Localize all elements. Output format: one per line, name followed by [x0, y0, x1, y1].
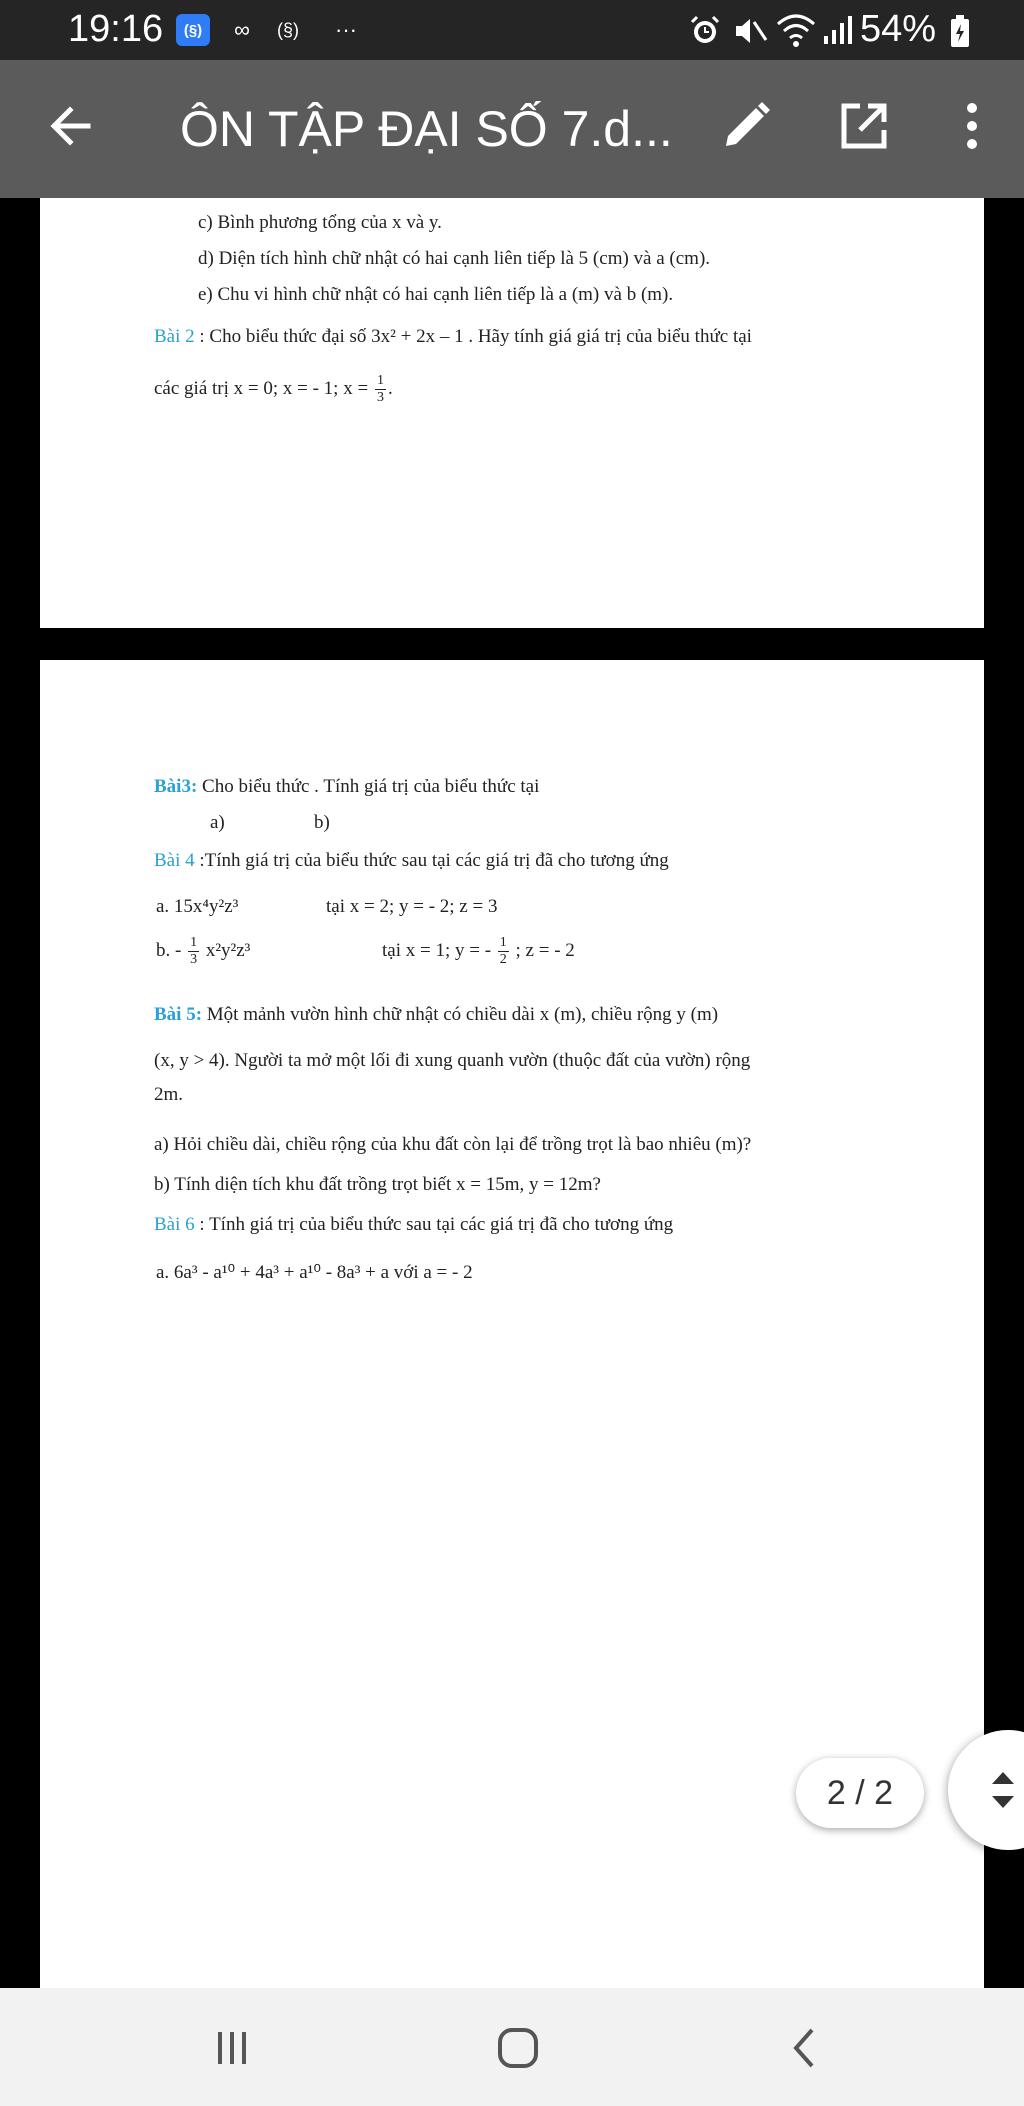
system-nav-bar — [0, 1988, 1024, 2106]
fraction-one-half — [498, 936, 509, 967]
exercise-5-line3: 2m. — [154, 1084, 184, 1105]
open-in-new-icon — [838, 100, 890, 152]
alarm-icon — [688, 14, 722, 48]
exercise-6 — [154, 1214, 673, 1237]
item-c: c) Bình phương tổng của x và y. — [198, 212, 442, 233]
frac-den: 2 — [499, 952, 507, 967]
exercise-4-label: Bài 4 — [154, 850, 195, 871]
exercise-4 — [154, 850, 669, 873]
home-button[interactable] — [478, 2016, 558, 2080]
more-vert-icon — [962, 100, 982, 152]
exercise-2-end: . — [387, 377, 393, 399]
exercise-6-text: : Tính giá trị của biểu thức sau tại các giá trị đã cho tương ứng — [194, 1214, 674, 1235]
exercise-3-text: Cho biểu thức . Tính giá trị của biểu thức tại — [197, 776, 540, 797]
exercise-5-question-b: b) Tính diện tích khu đất trồng trọt biết x = 15m, y = 12m? — [154, 1174, 601, 1195]
exercise-6-a: a. 6a³ - a¹⁰ + 4a³ + a¹⁰ - 8a³ + a với a = - 2 — [156, 1262, 473, 1283]
exercise-2 — [154, 326, 752, 349]
recent-apps-button[interactable] — [192, 2016, 272, 2080]
recents-icon — [212, 2028, 252, 2068]
exercise-4-b-prefix: b. - — [156, 939, 182, 961]
exercise-4-b-values-2: ; z = - 2 — [515, 939, 575, 961]
wifi-icon — [776, 12, 816, 48]
battery-percent: 54% — [860, 8, 937, 50]
exercise-4-a-values: tại x = 2; y = - 2; z = 3 — [326, 896, 498, 917]
exercise-4-a: a. 15x⁴y²z³ — [156, 896, 239, 917]
signal-icon — [822, 14, 852, 46]
exercise-2-values-text: các giá trị x = 0; x = - 1; x = — [154, 377, 369, 399]
frac-den: 3 — [376, 390, 384, 405]
exercise-5-line2: (x, y > 4). Người ta mở một lối đi xung quanh vườn (thuộc đất của vườn) rộng — [154, 1050, 751, 1071]
exercise-4-b-values-1: tại x = 1; y = - — [382, 939, 492, 961]
more-options-button[interactable] — [940, 94, 1004, 158]
exercise-5-label: Bài 5: — [154, 1004, 203, 1025]
exercise-5 — [154, 1004, 718, 1027]
exercise-2-label: Bài 2 — [154, 326, 195, 347]
exercise-2-values — [154, 374, 393, 405]
exercise-5-text: Một mảnh vườn hình chữ nhật có chiều dài x (m), chiều rộng y (m) — [202, 1004, 719, 1025]
item-d: d) Diện tích hình chữ nhật có hai cạnh liên tiếp là 5 (cm) và a (cm). — [198, 248, 711, 269]
page-indicator: 2 / 2 — [796, 1758, 924, 1828]
scroll-arrows-icon — [988, 1764, 1018, 1816]
home-icon — [494, 2024, 542, 2072]
more-notifications-icon: ··· — [335, 17, 357, 42]
hotspot-icon: (§) — [176, 14, 210, 46]
app-bar — [0, 60, 1024, 198]
exercise-2-text: : Cho biểu thức đại số 3x² + 2x – 1 . Hãy tính giá giá trị của biểu thức tại — [194, 326, 752, 347]
back-nav-button[interactable] — [764, 2016, 844, 2080]
arrow-left-icon — [40, 94, 104, 158]
wireless-icon: (§) — [277, 19, 299, 40]
mute-icon — [732, 14, 768, 48]
exercise-4-b — [156, 936, 250, 967]
item-e: e) Chu vi hình chữ nhật có hai cạnh liên tiếp là a (m) và b (m). — [198, 284, 674, 305]
pencil-icon — [720, 100, 772, 152]
chevron-left-icon — [784, 2024, 824, 2072]
status-bar — [0, 0, 1024, 60]
exercise-4-b-values — [382, 936, 575, 967]
fraction-one-third-b — [188, 936, 199, 967]
exercise-4-b-expr: x²y²z³ — [205, 939, 251, 961]
frac-num: 1 — [376, 373, 384, 388]
fraction-one-third — [375, 374, 386, 405]
frac-num: 1 — [190, 935, 198, 950]
frac-den: 3 — [190, 952, 198, 967]
exercise-3 — [154, 776, 539, 799]
status-time: 19:16 — [68, 8, 164, 50]
battery-icon — [950, 14, 970, 48]
edit-button[interactable] — [714, 94, 778, 158]
exercise-6-label: Bài 6 — [154, 1214, 195, 1235]
exercise-3-label: Bài3: — [154, 776, 198, 797]
frac-num: 1 — [499, 935, 507, 950]
exercise-4-text: :Tính giá trị của biểu thức sau tại các giá trị đã cho tương ứng — [194, 850, 669, 871]
exercise-5-question-a: a) Hỏi chiều dài, chiều rộng của khu đất còn lại để trồng trọt là bao nhiêu (m)? — [154, 1134, 752, 1155]
exercise-3-a: a) — [210, 812, 225, 833]
exercise-3-b: b) — [314, 812, 330, 833]
back-button[interactable] — [40, 94, 104, 158]
voicemail-icon: ∞ — [234, 17, 250, 42]
document-page-1 — [40, 198, 984, 628]
open-external-button[interactable] — [832, 94, 896, 158]
document-title: ÔN TẬP ĐẠI SỐ 7.d... — [180, 101, 673, 157]
